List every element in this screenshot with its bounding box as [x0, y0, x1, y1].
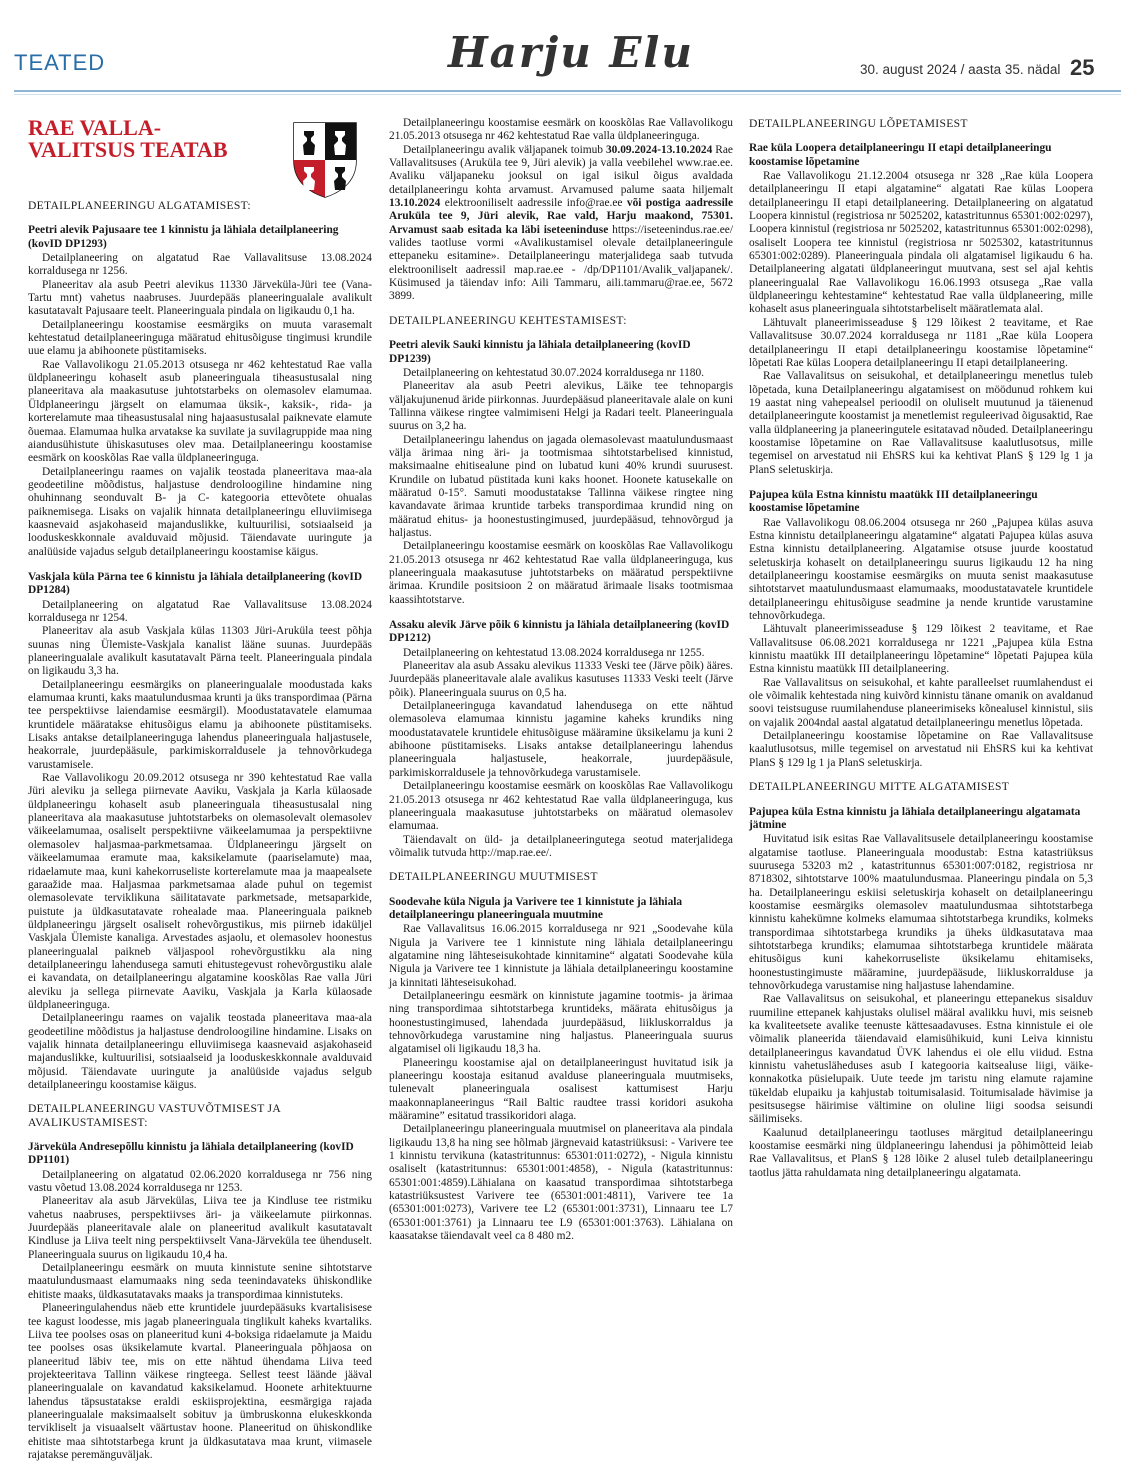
notice-masthead — [28, 117, 372, 189]
header-divider — [14, 90, 1121, 92]
paragraph: Lähtuvalt planeerimisseaduse § 129 lõikest 2 teavitame, et Rae Vallavalitsuse 06.08.2021 korraldusega nr 1221 „Pajupea küla Estna kinnistu maatükk III detailplaneeringu lõpetamine“ lõpetati Pajupea küla Estna kinnistu maatükk III detailplaneering. — [749, 623, 1093, 676]
paragraph: Detailplaneeringu raames on vajalik teostada planeeritava maa-ala geodeetiline mõõdistus, haljastuse dendroloogiline hindamine ning ohuhinnang seonduvalt B- ja C- kategooria ettevõtete ohualas paiknemisega. Lisaks on vajalik hinnata detailplaneeringu elluviimisega kaasnevaid asjakohaseid majanduslikke, kultuurilisi, sotsiaalseid ja looduskeskkonnale avalduvaid mõjusid. Täiendavate uuringute ja analüüside vajadus selgub detailplaneeringu koostamise käigus. — [28, 465, 372, 558]
paragraph: Planeeringu koostamise ajal on detailplaneeringust huvitatud isik ja planeeringu koostaja esitanud avalduse planeeringuala muutmiseks, tulenevalt planeeringuala osalisest kattumisest Harju maakonnaplaneeringus “Rail Baltic raudtee trassi koridori asukoha määramine” esitatud trassikoridori alaga. — [389, 1056, 733, 1123]
paragraph: Rae Vallavolikogu 08.06.2004 otsusega nr 260 „Pajupea külas asuva Estna kinnistu detailplaneeringu algatamine“ algatati Pajupea külas asuva Estna kinnistu detailplaneering. Algatamise otsuse juurde koostatud seletuskirja kohaselt on detailplaneeringu suurus ligikaudu 12 ha ning detailplaneeringu koostamise eesmärgiks on muuta senist maakasutuse sihtotstarvet maatulundusmaast elamumaaks, moodustatavatele kruntidele detailplaneeringu ehitusõiguse seadmine ja nende kruntide varustamine tehnovõrkudega. — [749, 516, 1093, 623]
section-heading-lopetamine: DETAILPLANEERINGU LÕPETAMISEST — [749, 117, 968, 130]
paragraph: Rae Vallavalitsus 16.06.2015 korraldusega nr 921 „Soodevahe küla Nigula ja Varivere tee 1 kinnistute ning lähiala detailplaneeringu algatamine ning lähteseisukohtade kinnitamine“ algatati Soodevahe küla Nigula ja Varivere tee 1 kinnistute ja lähiala detailplaneeringu koostamine ja kinnitati lähteseisukohad. — [389, 923, 733, 989]
paragraph: Detailplaneeringu koostamise lõpetamine on Rae Vallavalitsuse kaalutlusotsus, mille tegemisel on arvestatud nii EhSRS kui ka kehtivat PlanS § 129 lg 1 ja PlanS seletuskirja. — [749, 730, 1093, 769]
article-heading: Soodevahe küla Nigula ja Varivere tee 1 kinnistute ja lähiala detailplaneeringu planeeringuala muutmine — [389, 895, 683, 921]
article-heading: Peetri alevik Pajusaare tee 1 kinnistu ja lähiala detailplaneering (kovID DP1293) — [28, 224, 339, 250]
section-heading-muutmine: DETAILPLANEERINGU MUUTMISEST — [389, 870, 598, 884]
section-heading-kehtestamine: DETAILPLANEERINGU KEHTESTAMISEST: — [389, 313, 627, 327]
article-heading: Rae küla Loopera detailplaneeringu II etapi detailplaneeringu koostamise lõpetamine — [749, 142, 1052, 168]
paragraph: Rae Vallavalitsus on seisukohal, et planeeringu ettepanekus sisalduv ruumiline ettepanek kahjustaks olulisel määral avalikku huvi, mis seisneb ka kvaliteetsete avalike teenuste kättesaadavuses. Estna kinnistule ei ole võimalik planeerida täiendavaid elamisühikuid, kuni Leiva kinnistu detailplaneeringus kavandatud ÜVK lahendus ei ole ellu viidud. Estna kinnistu vahetusläheduses asub I kategooria kaitsealuse liigi, väike-konnakotka püsielupaik. Uute teede jm taristu ning elamute rajamine tükeldab elupaiku ja kahjustab toitumisalasid. Toitumisalade hävimise ja pesitsusegse häirimise vältimine on oluline liigi soodsa seisundi säilimiseks. — [749, 993, 1093, 1126]
notice-title-line1: RAE VALLA- — [28, 115, 162, 140]
section-heading-mitte-algatamine: DETAILPLANEERINGU MITTE ALGATAMISEST — [749, 780, 1010, 794]
paragraph: Planeeritav ala asub Assaku alevikus 11333 Veski tee (Järve põik) ääres. Juurdepääs planeeritavale alale avalikus kasutuses 11333 Veski teelt (Järve põik). Planeeringuala suurus on 0,5 ha. — [389, 660, 733, 699]
paragraph: Detailplaneeringu raames on vajalik teostada planeeritava maa-ala geodeetiline mõõdistus ja haljastuse dendroloogiline hindamine. Lisaks on vajalik hinnata detailplaneeringu elluviimisega kaasnevaid asjakohaseid majanduslikke, kultuurilisi, sotsiaalseid ja looduskeskkonnale avalduvaid mõjusid. Täiendavate uuringute ja analüüside vajadus selgub detailplaneeringu koostamise käigus. — [28, 1012, 372, 1091]
notice-title-line2: VALITSUS TEATAB — [28, 137, 228, 162]
paragraph: Rae Vallavolikogu 21.12.2004 otsusega nr 328 „Rae küla Loopera detailplaneeringu II etapi algatamine“ algatati Rae külas Loopera detailplaneeringu II etapi detailplaneering. Detailplaneering on algatatud Loopera kinnistul (registriosa nr 5025202, katastritunnus 65301:002:0297), Loopera kinnistul (registriosa nr 5025202, katastritunnus 65301:002:0298), osaliselt Loopera tee kinnistul (registriosa nr 5025302, katastritunnus 65301:002:0289). Planeeringuala pindala oli algatamisel ligikaudu 6 ha. Detailplaneering algatati üldplaneeringut muutvana, sest sel ajal kehtis planeeringualal Rae Vallavolikogu 16.06.1993 otsusega „Rae valla üldplaneeringu kehtestamine“ kehtestatud Rae valla üldplaneering, mille kohaselt asus planeeringuala sihtotstarbeliselt määratlemata alal. — [749, 170, 1093, 316]
notice-title — [28, 117, 268, 161]
paragraph: Detailplaneeringu koostamise eesmärk on kooskõlas Rae Vallavolikogu 21.05.2013 otsusega nr 462 kehtestatud Rae valla üldplaneeringuga, kus planeeringuala maakasutuse juhtotstarbeks on määratud olemasolev elamumaa. — [389, 780, 733, 833]
column-3 — [749, 117, 1093, 1180]
paragraph: Rae Vallavolikogu 21.05.2013 otsusega nr 462 kehtestatud Rae valla üldplaneeringu kohaselt asub planeeringuala tiheasustusalal ning planeeritava ala maakasutuse juhtotstarbeks on olemasolev elamumaa. Üldplaneeringu järgselt on elamumaa üksik-, kaksik-, rida- ja korterelamute maa tiheasustusalal ning hajaasustusalal paiknevate elamute õuemaa. Elamumaa hulka arvatakse ka suvilate ja suvilagruppide maa ning aiandusühistute ühiskasutuses olev maa. Detailplaneeringu koostamise eesmärk on kooskõlas Rae valla üldplaneeringuga. — [28, 358, 372, 465]
page-header — [0, 0, 1133, 92]
paragraph: Täiendavalt on üld- ja detailplaneeringutega seotud materjalidega võimalik tutvuda http://map.rae.ee/. — [389, 833, 733, 859]
article-heading: Pajupea küla Estna kinnistu maatükk III detailplaneeringu koostamise lõpetamine — [749, 488, 1038, 515]
rae-coat-of-arms-icon — [292, 121, 358, 199]
paragraph: Rae Vallavalitsus on seisukohal, et detailplaneeringu menetlus tuleb lõpetada, kuna Detailplaneeringu algatamisest on möödunud rohkem kui 19 aastat ning vahepealsel perioodil on oluliselt muutunud ja täienenud detailplaneeringute koostamist ja menetlemist reguleerivad õigusaktid, Rae valla üldplaneering ja planeeringutele esitatavad nõuded. Detailplaneeringu koostamise lõpetamine on Rae Vallavalitsuse kaalutlusotsus, mille tegemisel on arvestatud nii EhSRS kui ka kehtivat PlanS § 129 lg 1 ja PlanS seletuskirja. — [749, 370, 1093, 476]
paragraph: Kaalunud detailplaneeringu taotluses märgitud detailplaneeringu koostamise eesmärki ning üldplaneeringu lahendusi ja põhimõtteid leiab Rae Vallavalitsus, et PlanS § 128 lõike 2 alusel tuleb detailplaneeringu taotlus jätta rahuldamata ning detailplaneeringu algatamata. — [749, 1126, 1093, 1179]
paragraph: Huvitatud isik esitas Rae Vallavalitsusele detailplaneeringu koostamise algatamise taotluse. Planeeringuala moodustab: Estna katastriüksus suurusega 53203 m2 , katastritunnus 65301:007:0182, registriosa nr 8718302, sihtotstarve 100% maatulundusmaa. Planeeringu pindala on 5,3 ha. Detailplaneeringu eskiisi seletuskirja kohaselt on detailplaneeringu koostamise eesmärgiks olemasolev maatulundusmaa sihtotstarbega kinnistu kahekümne kolmeks elamumaa sihtotstarbega krundiks, kolmeks transpordimaa sihtotstarbega krundiks ja üheks üldkasutatava maa sihtotstarbega krundiks; elamumaa sihtotstarbega kruntidele määrata ehitusõigus kuni kahekorruseliste üksikelamu ehitamiseks, hoonestustingimuste määramine, juurdepääsude, liikluskorralduse ja tehnovõrkudega varustamise ning haljastuse lahendamine. — [749, 833, 1093, 992]
paragraph: Detailplaneeringu avalik väljapanek toimub 30.09.2024-13.10.2024 Rae Vallavalitsuses (Aruküla tee 9, Jüri alevik) ja valla veebilehel www.rae.ee. Avaliku väljapaneku jooksul on igal isikul õigus avaldada detailplaneeringu kohta arvamust. Arvamused palume saata hiljemalt 13.10.2024 elektrooniliselt aadressile info@rae.ee või postiga aadressile Aruküla tee 9, Jüri alevik, Rae vald, Harju maakond, 75301. Arvamust saab esitada ka läbi iseteeninduse https://iseteenindus.rae.ee/ valides taotluse vormi «Avalikustamisel olevale detailplaneeringule ettepaneku esitamine». Detailplaneeringu materjalidega saab tutvuda elektrooniliselt aadressil map.rae.ee - /dp/DP1101/Avalik_valjapanek/. Küsimused ja täiendav info: Aili Tammaru, aili.tammaru@rae.ee, 5672 3899. — [389, 143, 734, 303]
paragraph: Detailplaneeringu eesmärk on muuta kinnistute senine sihtotstarve maatulundusmaast elamumaaks ning seda teenindavateks ühiskondlike ehitiste maaks, üldkasutatavaks maaks ja transpordimaa kinnistuteks. — [28, 1262, 372, 1301]
article-heading: Vaskjala küla Pärna tee 6 kinnistu ja lähiala detailplaneering (kovID DP1284) — [28, 570, 363, 597]
paragraph: Planeeringulahendus näeb ette kruntidele juurdepääsuks kvartalisisese tee kagust loodesse, mis jagab planeeringuala tinglikult kaheks kvartaliks. Liiva tee poolses osas on planeeritud kuni 4-boksiga ridaelamute ja Maidu tee poolses osas üksikelamute kvartal. Planeeringuala põhjaosa on planeeritud läbiv tee, mis on ette nähtud ühendama Liiva teed projekteeritava Tallinn väikese ringteega. Sellest teest läände jääval planeeringualale on kavandatud kaksikelamud. Hoonete arhitektuurne lahendus täpsustatakse eraldi eskiisprojektina, eesmärgiga rajada planeeringualale maksimaalselt sobituv ja ümbruskonna elukeskkonda tervikliselt ja visuaalselt väärtustav hoone. Planeeritud on ühiskondlike ehitiste maa sihtotstarbega krunt ja üldkasutatava maa krunt, viimasele rajatakse peremänguväljak. — [28, 1302, 372, 1461]
paragraph: Rae Vallavalitsus on seisukohal, et kahte paralleelset ruumlahendust ei ole võimalik kehtestada ning kuivõrd kinnistu tänane omanik on avaldanud soovi teistsuguse ruumilahenduse planeerimiseks kõnealusel kinnistul, siis on vajalik 2004ndal aastal algatatud detailplaneeringu menetlus lõpetada. — [749, 676, 1093, 729]
paragraph: Detailplaneeringuga kavandatud lahendusega on ette nähtud olemasoleva elamumaa kinnistu jagamine kaheks krundiks ning moodustatavatele kruntidele ehitusõiguse määramine üksikelamu ja kuni 2 abihoone püstitamiseks. Lisaks antakse detailplaneeringu lahendus planeeringuala haljastusele, heakorrale, juurdepääsule, parkimiskorraldusele ja tehnovõrkudega varustamisele. — [389, 700, 733, 779]
paragraph: Detailplaneering on algatatud 02.06.2020 korraldusega nr 756 ning vastu võetud 13.08.2024 korraldusega nr 1253. — [28, 1168, 372, 1195]
paragraph: Detailplaneering on kehtestatud 13.08.2024 korraldusega nr 1255. — [403, 646, 705, 659]
paragraph: Planeeritav ala asub Vaskjala külas 11303 Jüri-Aruküla teest põhja suunas ning Ülemiste-Vaskjala kanalist lääne suunas. Juurdepääs planeeringualale avalikult kasutatavalt Pärna teelt. Planeeringuala pindala on ligikaudu 3,3 ha. — [28, 625, 372, 678]
paragraph: Detailplaneeringu koostamise eesmärgiks on muuta varasemalt kehtestatud detailplaneeringuga määratud ehitusõiguse tingimusi krundile uue elamu ja abihoonete püstitamiseks. — [28, 318, 372, 358]
paragraph: Planeeritav ala asub Järvekülas, Liiva tee ja Kindluse tee ristmiku vahetus naabruses, perspektiivses äri- ja väikeelamute piirkonnas. Juurdepääs planeeritavale alale on planeeritud avalikult kasutatavalt Kindluse ja Liiva teelt ning perspektiivselt Vana-Järveküla tee ühenduselt. Planeeringuala suurus on ligikaudu 10,4 ha. — [28, 1195, 372, 1261]
article-heading: Assaku alevik Järve põik 6 kinnistu ja lähiala detailplaneering (kovID DP1212) — [389, 619, 730, 645]
column-2 — [389, 117, 733, 1244]
section-heading-algatamine: DETAILPLANEERINGU ALGATAMISEST: — [28, 199, 251, 212]
issue-date: 30. august 2024 / aasta 35. nädal — [860, 62, 1061, 77]
section-name: TEATED — [14, 50, 106, 75]
paragraph: Detailplaneeringu koostamise eesmärk on kooskõlas Rae Vallavolikogu 21.05.2013 otsusega nr 462 kehtestatud Rae valla üldplaneeringuga, kus planeeringuala maakasutuse juhtotstarbeks on määratud perspektiivne ärimaa. Krundile positsioon 2 on määratud ärimaale lisaks tootmismaa kaassihtotstarve. — [389, 540, 733, 606]
paragraph: Detailplaneering on algatatud Rae Vallavalitsuse 13.08.2024 korraldusega nr 1254. — [28, 598, 372, 624]
paragraph: Detailplaneeringu planeeringuala muutmisel on planeeritava ala pindala ligikaudu 13,8 ha ning see hõlmab järgnevaid katastriüksusi: - Varivere tee 1 kinnistu tervikuna (katastritunnus: 65301:011:0272), - Nigula kinnistu osaliselt (katastritunnus: 65301:001:4858), - Nigula (katastritunnus: 65301:001:4859).Lähialana on kaasatud transpordimaa sihtotstarbega katastriüksustest Varivere tee (65301:001:4811), Varivere tee 1a (65301:001:0273), Varivere tee L2 (65301:001:3731), Linnaaru tee L7 (65301:001:3761) ja Linnaaru tee L9 (65301:001:3763). Lähialana on kaasatakse täiendavalt veel ca 8 480 m2. — [389, 1123, 733, 1243]
article-heading: Pajupea küla Estna kinnistu ja lähiala detailplaneeringu algatamata jätmine — [749, 805, 1081, 831]
column-1 — [28, 117, 372, 1462]
page-number: 25 — [1070, 55, 1095, 80]
paragraph: Planeeritav ala asub Peetri alevikus 11330 Järveküla-Jüri tee (Vana-Tartu mnt) vahetus naabruses. Juurdepääs planeeringualale avalikult kasutatavalt Pajusaare teelt. Planeeringuala pindala on ligikaudu 0,1 ha. — [28, 278, 372, 318]
paragraph: Detailplaneeringu eesmärk on kinnistute jagamine tootmis- ja ärimaa ning transpordimaa sihtotstarbega kruntideks, määrata ehitusõigus ja hoonestustingimused, lahendada juurdepääsud, liikluskorraldus ja tehnovõrkudega varustamine ning haljastus. Planeeringuala suurus algatamisel oli ligikaudu 18,3 ha. — [389, 989, 733, 1056]
article-heading: Järveküla Andresepõllu kinnistu ja lähiala detailplaneering (kovID DP1101) — [28, 1141, 354, 1167]
paragraph: Detailplaneering on algatatud Rae Vallavalitsuse 13.08.2024 korraldusega nr 1256. — [28, 252, 372, 278]
paragraph: Detailplaneering on kehtestatud 30.07.2024 korraldusega nr 1180. — [403, 366, 705, 379]
article-heading: Peetri alevik Sauki kinnistu ja lähiala detailplaneering (kovID DP1239) — [389, 339, 691, 365]
header-divider-thin — [14, 94, 1121, 95]
newspaper-logo: Harju Elu — [448, 28, 694, 77]
paragraph: Rae Vallavolikogu 20.09.2012 otsusega nr 390 kehtestatud Rae valla Jüri aleviku ja sellega piirnevate Aaviku, Vaskjala ja Karla külaosade üldplaneeringu kohaselt asub planeeringuala tiheasustusalal ning planeeritava ala maakasutuse juhtotstarbeks on olemasolevalt olemasolev väikeelamumaa, osaliselt perspektiivne väikeelamumaa ja perspektiivne olemasolev haljasmaa-parkmetsamaa. Üldplaneeringu järgselt on väikeelamumaa eramute maa, kaksikelamute (paariselamute) maa, ridaelamute maa, kuni kahekorruseliste korterelamute maa ja maapealsete garaažide maa. Haljasmaa parkmetsamaa alade puhul on tegemist olemasolevate terviklikuna säilitatavate parkmetsade, metsaparkide, puistute ja üldkasutatavate rohealade maa. Planeeringuala paikneb üldplaneeringu järgselt osaliselt rohevõrgustikus, mis piirneb idaküljel Vaskjala Ülemiste kanaliga. Arvestades asjaolu, et olemasolev hoonestus planeeringualal paikneb väljaspool rohevõrgustikku ala ning detailplaneeringu lahendusega samuti ehitustegevust rohevõrgustiku alale ei kavandata, on detailplaneeringu algatamine kooskõlas Rae valla Jüri aleviku ja sellega piirnevate Aaviku, Vaskjala ja Karla külaosade üldplaneeringuga. — [28, 772, 372, 1011]
paragraph: Detailplaneeringu lahendus on jagada olemasolevast maatulundusmaast välja ärimaa ning äri- ja tootmismaa sihtotstarbelised kinnistud, maksimaalne ehitisealune pind on lubatud kuni 40% krundi suurusest. Krundile on lubatud püstitada kuni kaks hoonet. Hoonete katusekalle on määratud 0-15°. Samuti moodustatakse Tallinna väikese ringtee ning kavandavate ärimaa kruntide tarbeks transpordimaa krundid ning on määratud ehitus- ja hoonestustingimused, juurdepääsud, tehnovõrgud ja haljastus. — [389, 433, 733, 539]
paragraph: Lähtuvalt planeerimisseaduse § 129 lõikest 2 teavitame, et Rae Vallavalitsuse 30.07.2024 korraldusega nr 1181 „Rae küla Loopera detailplaneeringu II etapi detailplaneeringu koostamise lõpetamine“ lõpetati Rae külas Loopera detailplaneeringu II etapi detailplaneering. — [749, 316, 1093, 369]
paragraph: Detailplaneeringu koostamise eesmärk on kooskõlas Rae Vallavolikogu 21.05.2013 otsusega nr 462 kehtestatud Rae valla üldplaneeringuga. — [389, 117, 733, 143]
section-heading-vastuvotmine: DETAILPLANEERINGU VASTUVÕTMISEST JA AVALIKUSTAMISEST: — [28, 1102, 281, 1129]
paragraph: Planeeritav ala asub Peetri alevikus, Läike tee tehnopargis väljakujunenud äride piirkonnas. Juurdepääsud planeeritavale alale on kuni Tallinna väikese ringtee valmimiseni Helgi ja Radari teelt. Planeeringuala suurus on 3,2 ha. — [389, 380, 733, 433]
paragraph: Detailplaneeringu eesmärgiks on planeeringualale moodustada kaks elamumaa krunti, kaks maatulundusmaa krunti ja üks transpordimaa (Pärna tee perspektiivse laiendamise eesmärgil). Moodustatavatele elamumaa kruntidele määratakse ehitusõigus elamu ja abihoonete püstitamiseks. Lisaks antakse detailplaneeringuga lahendus planeeringuala haljastusele, heakorrale, juurdepääsule, parkimiskorraldusele ja tehnovõrkudega varustamisele. — [28, 678, 372, 771]
